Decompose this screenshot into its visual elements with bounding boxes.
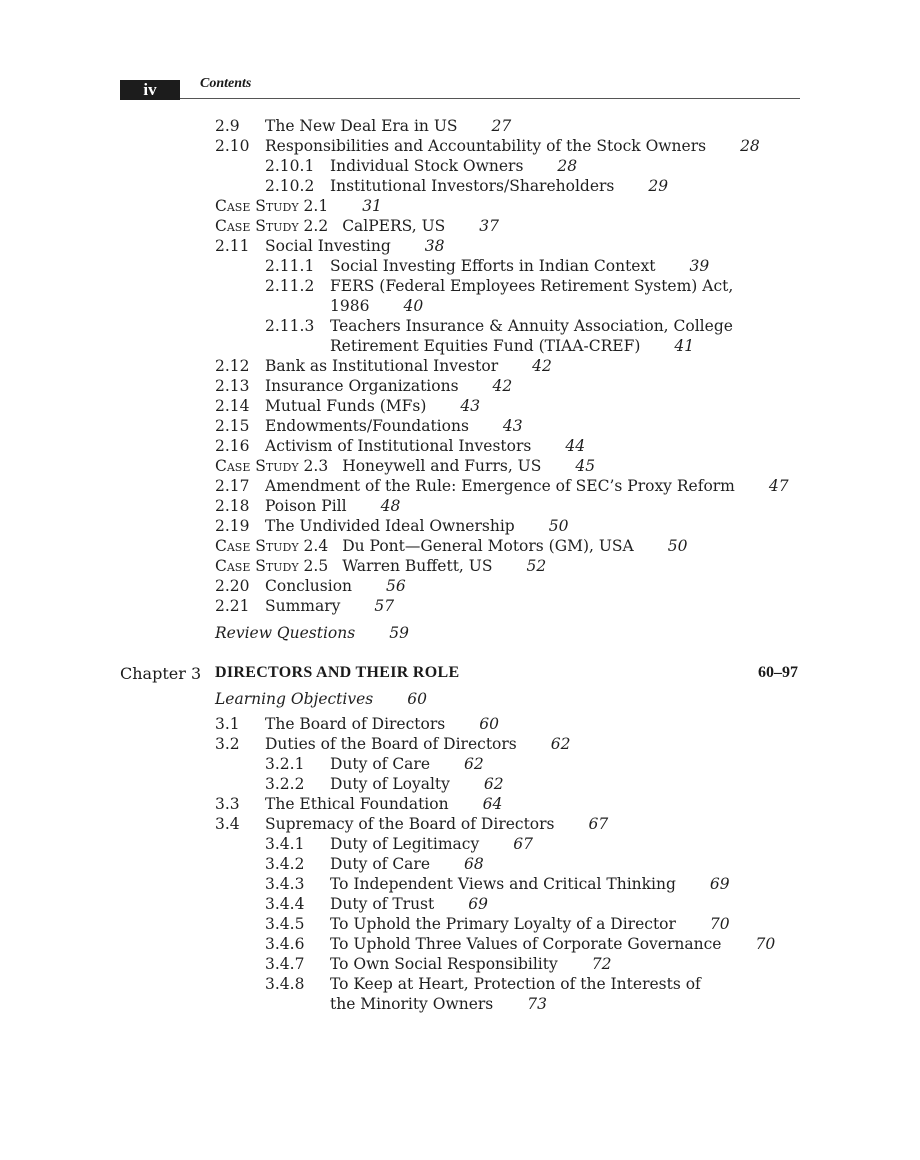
toc-entry-title: Individual Stock Owners 28 <box>330 157 578 175</box>
toc-entry: 3.4.7 To Own Social Responsibility 72 <box>265 955 612 973</box>
toc-entry-title: Endowments/Foundations 43 <box>265 417 523 435</box>
toc-entry-title: Social Investing 38 <box>265 237 445 255</box>
toc-entry-title: Duties of the Board of Directors 62 <box>265 735 571 753</box>
toc-entry-title: To Uphold the Primary Loyalty of a Director 70 <box>330 915 730 933</box>
toc-entry: 3.4.6 To Uphold Three Values of Corporate Governance 70 <box>265 935 776 953</box>
toc-entry: 2.16 Activism of Institutional Investors 44 <box>215 437 586 455</box>
toc-entry-title: The New Deal Era in US 27 <box>265 117 512 135</box>
running-header-title: Contents <box>200 76 252 91</box>
toc-entry-title: To Own Social Responsibility 72 <box>330 955 612 973</box>
toc-entry: 2.18 Poison Pill 48 <box>215 497 401 515</box>
toc-entry: 2.10 Responsibilities and Accountability of the Stock Owners 28 <box>215 137 760 155</box>
toc-entry-title: Poison Pill 48 <box>265 497 401 515</box>
toc-entry: 3.4.1 Duty of Legitimacy 67 <box>265 835 533 853</box>
toc-entry: 2.21 Summary 57 <box>215 597 395 615</box>
page-number-badge: iv <box>120 80 180 100</box>
toc-entry-title: Supremacy of the Board of Directors 67 <box>265 815 609 833</box>
toc-entry: 2.12 Bank as Institutional Investor 42 <box>215 357 552 375</box>
toc-entry-title: To Keep at Heart, Protection of the Interests of <box>330 975 701 993</box>
toc-entry-title: Mutual Funds (MFs) 43 <box>265 397 481 415</box>
toc-entry-title: Conclusion 56 <box>265 577 406 595</box>
toc-entry-title: Social Investing Efforts in Indian Context 39 <box>330 257 710 275</box>
learning-objectives-entry: Learning Objectives 60 <box>215 690 427 708</box>
toc-entry: 2.13 Insurance Organizations 42 <box>215 377 513 395</box>
toc-entry-title: To Independent Views and Critical Thinking 69 <box>330 875 730 893</box>
toc-entry-continuation: 1986 40 <box>330 297 424 315</box>
toc-entry-title: Institutional Investors/Shareholders 29 <box>330 177 669 195</box>
case-study-entry: Case Study 2.2 CalPERS, US 37 <box>215 217 499 235</box>
toc-entry: 3.4.5 To Uphold the Primary Loyalty of a Director 70 <box>265 915 730 933</box>
toc-entry-title: Duty of Loyalty 62 <box>330 775 504 793</box>
toc-entry: 3.3 The Ethical Foundation 64 <box>215 795 503 813</box>
toc-entry-title: Summary 57 <box>265 597 395 615</box>
case-study-entry: Case Study 2.3 Honeywell and Furrs, US 45 <box>215 457 596 475</box>
toc-entry-title: Teachers Insurance & Annuity Association, College <box>330 317 733 335</box>
toc-entry: 2.9 The New Deal Era in US 27 <box>215 117 512 135</box>
toc-entry-title: To Uphold Three Values of Corporate Governance 70 <box>330 935 776 953</box>
review-questions-entry: Review Questions 59 <box>215 624 409 642</box>
chapter-title: DIRECTORS AND THEIR ROLE <box>215 664 460 681</box>
toc-entry: 2.10.2 Institutional Investors/Shareholders 29 <box>265 177 669 195</box>
toc-entry: 2.11.3 Teachers Insurance & Annuity Association, College <box>265 317 733 335</box>
chapter-label: Chapter 3 <box>120 664 202 683</box>
toc-entry-title: Bank as Institutional Investor 42 <box>265 357 552 375</box>
toc-entry: 3.4.2 Duty of Care 68 <box>265 855 484 873</box>
toc-entry: 2.11 Social Investing 38 <box>215 237 445 255</box>
case-study-entry: Case Study 2.1 31 <box>215 197 382 215</box>
toc-entry: 3.2.2 Duty of Loyalty 62 <box>265 775 504 793</box>
toc-entry: 3.2 Duties of the Board of Directors 62 <box>215 735 571 753</box>
header-rule <box>180 98 800 99</box>
toc-entry-title: The Ethical Foundation 64 <box>265 795 503 813</box>
toc-entry: 3.4.3 To Independent Views and Critical Thinking 69 <box>265 875 730 893</box>
toc-entry: 3.2.1 Duty of Care 62 <box>265 755 484 773</box>
toc-entry: 2.11.2 FERS (Federal Employees Retirement System) Act, <box>265 277 734 295</box>
toc-entry-title: Duty of Legitimacy 67 <box>330 835 533 853</box>
toc-entry-title: Activism of Institutional Investors 44 <box>265 437 586 455</box>
toc-entry: 2.14 Mutual Funds (MFs) 43 <box>215 397 481 415</box>
toc-entry: 3.4 Supremacy of the Board of Directors 67 <box>215 815 609 833</box>
toc-entry-title: Duty of Care 68 <box>330 855 484 873</box>
toc-entry-title: Responsibilities and Accountability of the Stock Owners 28 <box>265 137 760 155</box>
chapter-page-range: 60–97 <box>758 664 798 681</box>
toc-entry: 2.15 Endowments/Foundations 43 <box>215 417 523 435</box>
case-study-entry: Case Study 2.4 Du Pont—General Motors (GM), USA 50 <box>215 537 688 555</box>
toc-entry-title: The Undivided Ideal Ownership 50 <box>265 517 569 535</box>
toc-entry-title: Duty of Trust 69 <box>330 895 488 913</box>
toc-entry: 3.4.4 Duty of Trust 69 <box>265 895 488 913</box>
toc-entry: 2.20 Conclusion 56 <box>215 577 406 595</box>
toc-entry: 2.10.1 Individual Stock Owners 28 <box>265 157 578 175</box>
toc-entry: 2.11.1 Social Investing Efforts in Indian Context 39 <box>265 257 710 275</box>
toc-entry: 2.17 Amendment of the Rule: Emergence of SEC’s Proxy Reform 47 <box>215 477 789 495</box>
toc-entry-continuation: Retirement Equities Fund (TIAA-CREF) 41 <box>330 337 695 355</box>
toc-entry-title: FERS (Federal Employees Retirement System) Act, <box>330 277 734 295</box>
toc-entry-title: Insurance Organizations 42 <box>265 377 513 395</box>
toc-entry-title: The Board of Directors 60 <box>265 715 499 733</box>
toc-entry: 3.4.8 To Keep at Heart, Protection of the Interests of <box>265 975 701 993</box>
toc-entry-title: Amendment of the Rule: Emergence of SEC’s Proxy Reform 47 <box>265 477 789 495</box>
toc-entry: 3.1 The Board of Directors 60 <box>215 715 499 733</box>
toc-entry-continuation: the Minority Owners 73 <box>330 995 547 1013</box>
toc-entry-title: Duty of Care 62 <box>330 755 484 773</box>
case-study-entry: Case Study 2.5 Warren Buffett, US 52 <box>215 557 547 575</box>
toc-entry: 2.19 The Undivided Ideal Ownership 50 <box>215 517 569 535</box>
